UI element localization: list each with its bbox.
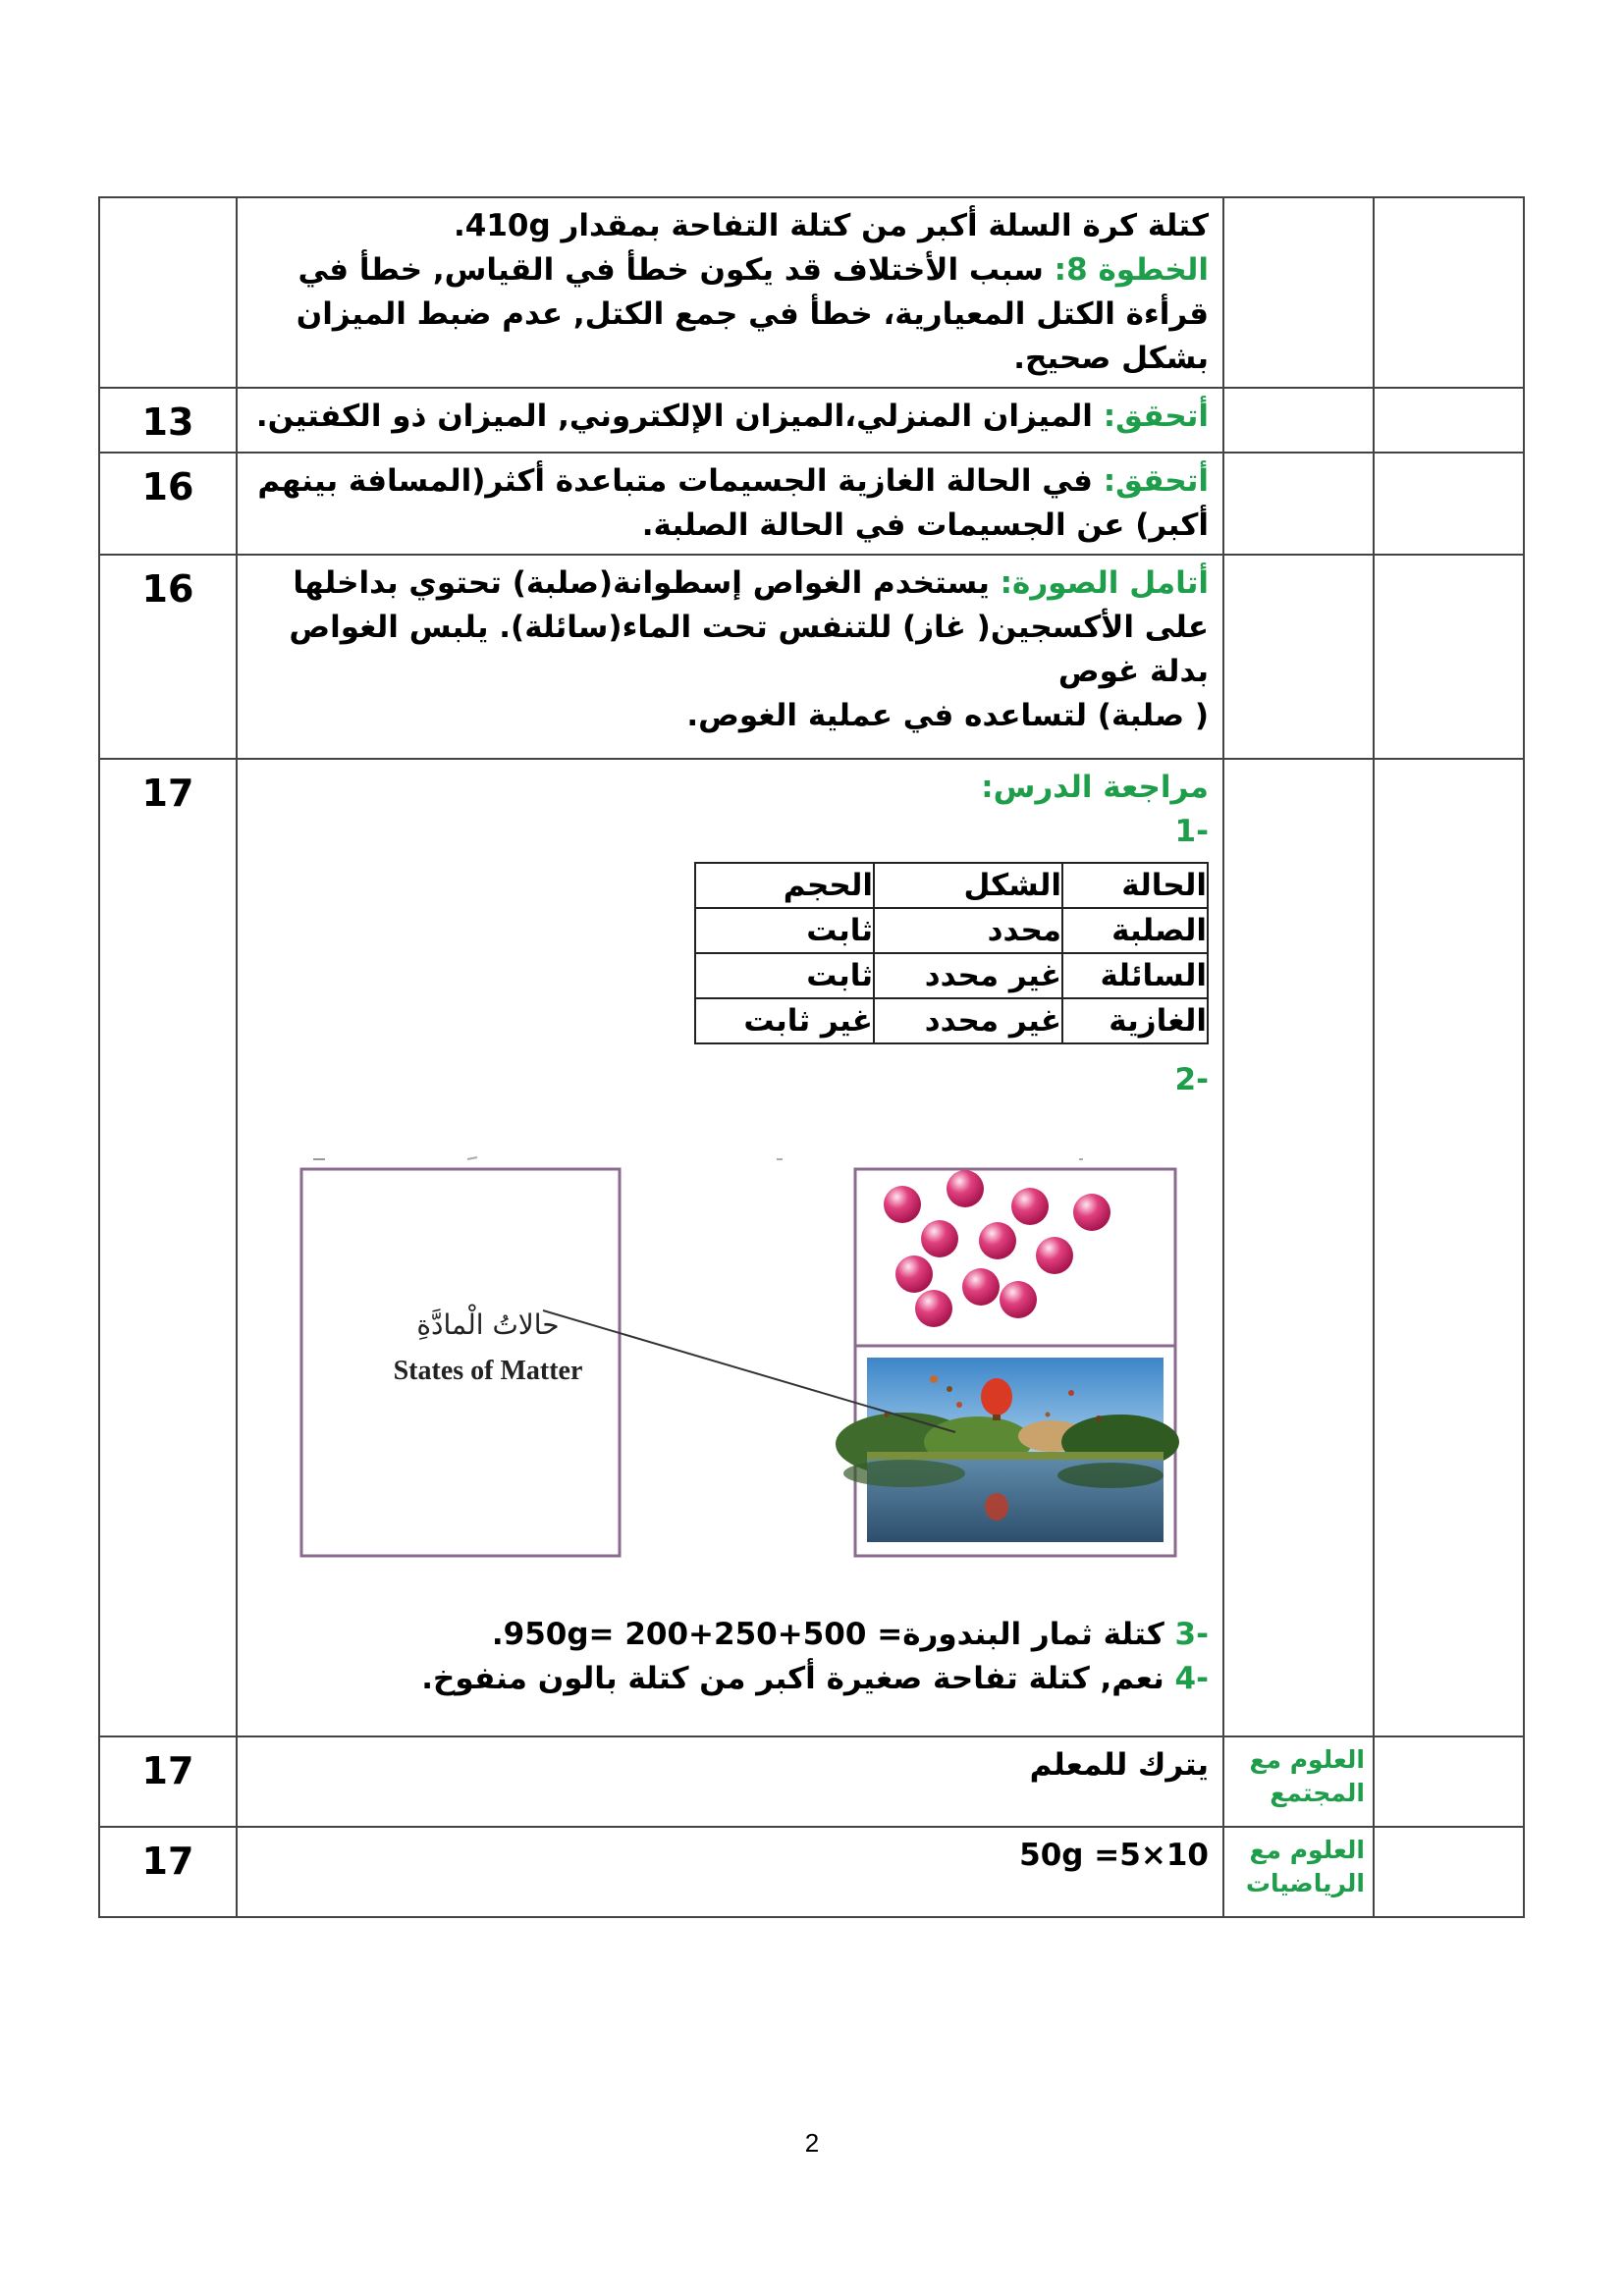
blank-cell — [1374, 388, 1524, 453]
page-cell: 13 — [99, 388, 237, 453]
answer-line: ( صلبة) لتساعده في عملية الغوص. — [686, 698, 1209, 733]
answer-text: الميزان المنزلي،الميزان الإلكتروني, الميزان ذو الكفتين. — [255, 399, 1093, 434]
state-cell: الصلبة — [1062, 908, 1208, 953]
table-row — [99, 1827, 1524, 1917]
table-row — [99, 1736, 1524, 1827]
concept-map-figure — [256, 1102, 1209, 1603]
subject-cell — [1223, 197, 1374, 388]
answer-cell — [237, 388, 1223, 453]
answer-cell — [237, 555, 1223, 759]
answer-text: يستخدم الغواص إسطوانة(صلبة) تحتوي بداخلها على الأكسجين( غاز) للتنفس تحت الماء(سائلة). يلبس الغواص بدلة غوص — [289, 565, 1209, 689]
table-row — [99, 555, 1524, 759]
page-cell: 16 — [99, 453, 237, 555]
volume-cell: ثابت — [695, 953, 874, 998]
item-2-label: -2 — [1174, 1062, 1209, 1097]
page-cell: 17 — [99, 759, 237, 1736]
states-row — [695, 953, 1208, 998]
states-figure — [247, 1102, 1209, 1613]
state-cell: الغازية — [1062, 998, 1208, 1043]
answer-cell — [237, 197, 1223, 388]
answer-table — [98, 196, 1525, 1918]
volume-cell: غير ثابت — [695, 998, 874, 1043]
states-row — [695, 908, 1208, 953]
subject-cell — [1223, 1736, 1374, 1827]
subject-cell — [1223, 555, 1374, 759]
header-volume: الحجم — [695, 863, 874, 908]
page-cell: 17 — [99, 1827, 237, 1917]
subject-society: العلوم مع المجتمع — [1249, 1745, 1365, 1807]
header-state: الحالة — [1062, 863, 1208, 908]
volume-cell: ثابت — [695, 908, 874, 953]
review-cell — [237, 759, 1223, 1736]
subject-cell — [1223, 453, 1374, 555]
table-row — [99, 759, 1524, 1736]
blank-cell — [1374, 555, 1524, 759]
states-table — [694, 862, 1209, 1044]
item-4-text: نعم, كتلة تفاحة صغيرة أكبر من كتلة بالون منفوخ. — [421, 1661, 1164, 1696]
balloons-lake-photo — [836, 1358, 1179, 1542]
states-header-row — [695, 863, 1208, 908]
table-row — [99, 388, 1524, 453]
answer-line: كتلة كرة السلة أكبر من كتلة التفاحة بمقدار 410g. — [454, 208, 1209, 243]
item-3-text: كتلة ثمار البندورة= 500+250+200 =950g. — [491, 1617, 1164, 1652]
page-cell — [99, 197, 237, 388]
blank-cell — [1374, 453, 1524, 555]
answer-cell: يترك للمعلم — [237, 1736, 1223, 1827]
blank-cell — [1374, 1736, 1524, 1827]
card-english-title: States of Matter — [393, 1356, 583, 1386]
answer-cell — [237, 453, 1223, 555]
picture-label: أتامل الصورة: — [1000, 565, 1209, 601]
shape-cell: غير محدد — [874, 998, 1062, 1043]
state-cell: السائلة — [1062, 953, 1208, 998]
item-4-label: -4 — [1174, 1661, 1209, 1696]
subject-cell — [1223, 1827, 1374, 1917]
blank-cell — [1374, 197, 1524, 388]
step-label: الخطوة 8: — [1054, 252, 1209, 288]
check-label: أتحقق: — [1103, 463, 1209, 499]
card-arabic-title: حالاتُ الْمادَّةِ — [416, 1308, 560, 1341]
answer-text: في الحالة الغازية الجسيمات متباعدة أكثر(المسافة بينهم أكبر) عن الجسيمات في الحالة الصلبة. — [257, 463, 1209, 543]
header-shape: الشكل — [874, 863, 1062, 908]
subject-math: العلوم مع الرياضيات — [1245, 1836, 1365, 1897]
subject-cell — [1223, 388, 1374, 453]
check-label: أتحقق: — [1103, 399, 1209, 434]
item-3-label: -3 — [1174, 1617, 1209, 1652]
subject-cell — [1223, 759, 1374, 1736]
answer-text: سبب الأختلاف قد يكون خطأ في القياس, خطأ في قرأءة الكتل المعيارية، خطأ في جمع الكتل, عدم ضبط الميزان بشكل صحيح. — [296, 252, 1209, 376]
table-row — [99, 197, 1524, 388]
review-heading: مراجعة الدرس: — [981, 770, 1209, 805]
answer-cell: 10×5= 50g — [237, 1827, 1223, 1917]
table-row — [99, 453, 1524, 555]
shape-cell: غير محدد — [874, 953, 1062, 998]
page-cell: 16 — [99, 555, 237, 759]
states-row — [695, 998, 1208, 1043]
item-1-label: -1 — [1174, 814, 1209, 849]
shape-cell: محدد — [874, 908, 1062, 953]
blank-cell — [1374, 759, 1524, 1736]
page-cell: 17 — [99, 1736, 237, 1827]
blank-cell — [1374, 1827, 1524, 1917]
page-number: 2 — [804, 2128, 820, 2158]
